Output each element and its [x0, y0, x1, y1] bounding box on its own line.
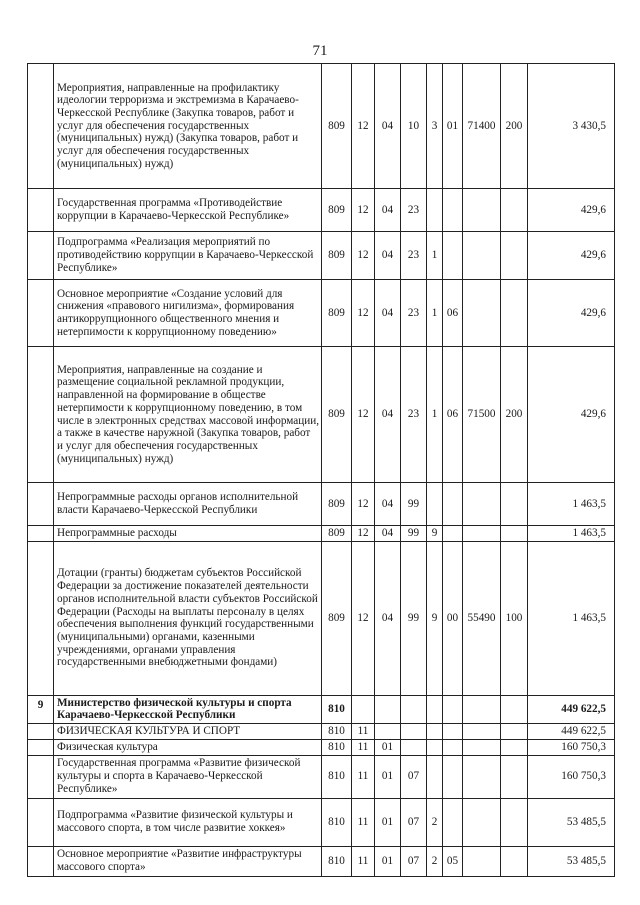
cell-c5: 9	[427, 541, 443, 695]
table-row	[28, 695, 615, 723]
cell-c4	[401, 724, 427, 740]
cell-c3	[375, 724, 401, 740]
cell-c4: 07	[401, 755, 427, 798]
cell-name: Непрограммные расходы	[54, 526, 322, 542]
cell-c2: 12	[352, 232, 375, 280]
cell-c5: 1	[427, 280, 443, 347]
cell-c3: 01	[375, 739, 401, 755]
cell-c1: 810	[322, 755, 352, 798]
cell-name: Основное мероприятие «Развитие инфраструктуры массового спорта»	[54, 846, 322, 876]
cell-amount: 429,6	[528, 232, 615, 280]
cell-amount: 3 430,5	[528, 64, 615, 189]
cell-c7	[463, 232, 501, 280]
cell-num	[28, 347, 54, 483]
cell-name: Основное мероприятие «Создание условий для снижения «правового нигилизма», формирования антикоррупционного общественного мнения и нетерпимости к коррупционному поведению»	[54, 280, 322, 347]
cell-c8: 200	[501, 64, 528, 189]
cell-c5: 3	[427, 64, 443, 189]
cell-name: Мероприятия, направленные на создание и размещение социальной рекламной продукции, направленной на формирование в обществе нетерпимости к коррупционному поведению, в том числе в электронных средствах массовой информации, а также в качестве наружной (Закупка товаров, работ и услуг для обеспечения государственных (муниципальных) нужд)	[54, 347, 322, 483]
cell-c3: 04	[375, 347, 401, 483]
cell-c3	[375, 695, 401, 723]
cell-amount: 160 750,3	[528, 739, 615, 755]
cell-c6	[443, 695, 463, 723]
cell-c7	[463, 798, 501, 846]
cell-c4: 10	[401, 64, 427, 189]
cell-c6	[443, 189, 463, 232]
cell-amount: 1 463,5	[528, 483, 615, 526]
cell-c1: 809	[322, 526, 352, 542]
cell-c4: 07	[401, 846, 427, 876]
cell-c6: 06	[443, 280, 463, 347]
table-row	[28, 846, 615, 876]
cell-c2: 12	[352, 280, 375, 347]
table-row	[28, 541, 615, 695]
cell-c8	[501, 526, 528, 542]
cell-c8	[501, 232, 528, 280]
cell-num	[28, 739, 54, 755]
cell-c4	[401, 739, 427, 755]
cell-c6	[443, 755, 463, 798]
cell-amount: 160 750,3	[528, 755, 615, 798]
cell-c3: 04	[375, 526, 401, 542]
cell-name: Государственная программа «Развитие физической культуры и спорта в Карачаево-Черкесской Республике»	[54, 755, 322, 798]
cell-name: Подпрограмма «Развитие физической культуры и массового спорта, в том числе развитие хоккея»	[54, 798, 322, 846]
cell-c3: 04	[375, 280, 401, 347]
cell-c6	[443, 483, 463, 526]
cell-amount: 449 622,5	[528, 724, 615, 740]
cell-c7: 71500	[463, 347, 501, 483]
cell-c8: 100	[501, 541, 528, 695]
cell-c4: 07	[401, 798, 427, 846]
cell-name: Подпрограмма «Реализация мероприятий по противодействию коррупции в Карачаево-Черкесской Республике»	[54, 232, 322, 280]
cell-c8	[501, 798, 528, 846]
table-row	[28, 739, 615, 755]
cell-c8	[501, 724, 528, 740]
cell-c3: 01	[375, 846, 401, 876]
cell-num	[28, 724, 54, 740]
cell-amount: 1 463,5	[528, 541, 615, 695]
table-row	[28, 483, 615, 526]
cell-c8	[501, 739, 528, 755]
cell-num	[28, 483, 54, 526]
table-row	[28, 798, 615, 846]
cell-amount: 429,6	[528, 347, 615, 483]
cell-c1: 809	[322, 483, 352, 526]
cell-c5	[427, 724, 443, 740]
cell-name: Мероприятия, направленные на профилактику идеологии терроризма и экстремизма в Карачаево-Черкесской Республике (Закупка товаров, работ и услуг для обеспечения государственных (муниципальных) нужд) (Закупка товаров, работ и услуг для обеспечения государственных (муниципальных) нужд)	[54, 64, 322, 189]
cell-name: ФИЗИЧЕСКАЯ КУЛЬТУРА И СПОРТ	[54, 724, 322, 740]
cell-c2	[352, 695, 375, 723]
cell-c5: 1	[427, 232, 443, 280]
cell-c8	[501, 280, 528, 347]
cell-c5: 9	[427, 526, 443, 542]
cell-name: Министерство физической культуры и спорта Карачаево-Черкесской Республики	[54, 695, 322, 723]
cell-c6: 01	[443, 64, 463, 189]
cell-c6: 06	[443, 347, 463, 483]
cell-c4: 23	[401, 347, 427, 483]
table-row	[28, 189, 615, 232]
cell-c6: 05	[443, 846, 463, 876]
cell-c2: 11	[352, 798, 375, 846]
cell-num	[28, 526, 54, 542]
cell-name: Дотации (гранты) бюджетам субъектов Российской Федерации за достижение показателей деятельности органов исполнительной власти субъектов Российской Федерации (Расходы на выплаты персоналу в целях обеспечения выполнения функций государственными (муниципальными) органами, казенными учреждениями, органами управления государственными внебюджетными фондами)	[54, 541, 322, 695]
cell-c7	[463, 755, 501, 798]
cell-c5: 1	[427, 347, 443, 483]
table-row	[28, 347, 615, 483]
cell-c1: 810	[322, 846, 352, 876]
cell-c7	[463, 739, 501, 755]
cell-c7	[463, 724, 501, 740]
cell-c7	[463, 483, 501, 526]
cell-c8	[501, 755, 528, 798]
cell-c7	[463, 280, 501, 347]
cell-num	[28, 846, 54, 876]
cell-num	[28, 64, 54, 189]
cell-name: Непрограммные расходы органов исполнительной власти Карачаево-Черкесской Республики	[54, 483, 322, 526]
cell-c7: 55490	[463, 541, 501, 695]
cell-c5	[427, 189, 443, 232]
cell-c4: 99	[401, 526, 427, 542]
cell-c3: 04	[375, 541, 401, 695]
cell-c6: 00	[443, 541, 463, 695]
cell-c1: 810	[322, 739, 352, 755]
cell-c5	[427, 739, 443, 755]
cell-amount: 1 463,5	[528, 526, 615, 542]
cell-c1: 809	[322, 232, 352, 280]
cell-c3: 04	[375, 64, 401, 189]
cell-c3: 04	[375, 232, 401, 280]
cell-c5: 2	[427, 846, 443, 876]
table-row	[28, 64, 615, 189]
cell-num	[28, 232, 54, 280]
cell-c4	[401, 695, 427, 723]
cell-c1: 809	[322, 189, 352, 232]
cell-c5	[427, 755, 443, 798]
cell-c6	[443, 232, 463, 280]
cell-c2: 12	[352, 64, 375, 189]
cell-c4: 99	[401, 541, 427, 695]
cell-num: 9	[28, 695, 54, 723]
cell-c6	[443, 724, 463, 740]
cell-c6	[443, 526, 463, 542]
cell-amount: 429,6	[528, 189, 615, 232]
cell-c1: 809	[322, 280, 352, 347]
cell-c4: 99	[401, 483, 427, 526]
cell-c7	[463, 189, 501, 232]
table-row	[28, 724, 615, 740]
cell-c5: 2	[427, 798, 443, 846]
table-row	[28, 755, 615, 798]
cell-c6	[443, 739, 463, 755]
cell-c2: 12	[352, 189, 375, 232]
cell-c7	[463, 526, 501, 542]
cell-c8	[501, 483, 528, 526]
cell-num	[28, 189, 54, 232]
cell-c1: 809	[322, 347, 352, 483]
cell-c1: 810	[322, 695, 352, 723]
cell-c3: 04	[375, 189, 401, 232]
cell-c3: 04	[375, 483, 401, 526]
cell-c6	[443, 798, 463, 846]
budget-table	[27, 63, 615, 877]
table-row	[28, 526, 615, 542]
cell-c8	[501, 695, 528, 723]
cell-c2: 11	[352, 739, 375, 755]
cell-num	[28, 755, 54, 798]
cell-c8	[501, 846, 528, 876]
cell-c3: 01	[375, 798, 401, 846]
cell-c2: 11	[352, 724, 375, 740]
page-number: 71	[312, 43, 328, 59]
cell-c5	[427, 695, 443, 723]
cell-c4: 23	[401, 189, 427, 232]
cell-num	[28, 798, 54, 846]
cell-name: Физическая культура	[54, 739, 322, 755]
cell-c2: 12	[352, 483, 375, 526]
cell-c3: 01	[375, 755, 401, 798]
cell-c1: 809	[322, 541, 352, 695]
cell-c2: 12	[352, 526, 375, 542]
cell-c1: 810	[322, 724, 352, 740]
cell-c7	[463, 846, 501, 876]
cell-c2: 11	[352, 846, 375, 876]
cell-c1: 809	[322, 64, 352, 189]
cell-amount: 53 485,5	[528, 798, 615, 846]
cell-c1: 810	[322, 798, 352, 846]
cell-c4: 23	[401, 232, 427, 280]
cell-num	[28, 541, 54, 695]
cell-c4: 23	[401, 280, 427, 347]
cell-c7	[463, 695, 501, 723]
cell-num	[28, 280, 54, 347]
cell-c2: 12	[352, 541, 375, 695]
cell-c7: 71400	[463, 64, 501, 189]
cell-c8: 200	[501, 347, 528, 483]
cell-name: Государственная программа «Противодействие коррупции в Карачаево-Черкесской Республике»	[54, 189, 322, 232]
cell-amount: 429,6	[528, 280, 615, 347]
cell-amount: 449 622,5	[528, 695, 615, 723]
cell-amount: 53 485,5	[528, 846, 615, 876]
table-row	[28, 232, 615, 280]
table-row	[28, 280, 615, 347]
cell-c2: 11	[352, 755, 375, 798]
cell-c5	[427, 483, 443, 526]
cell-c2: 12	[352, 347, 375, 483]
cell-c8	[501, 189, 528, 232]
